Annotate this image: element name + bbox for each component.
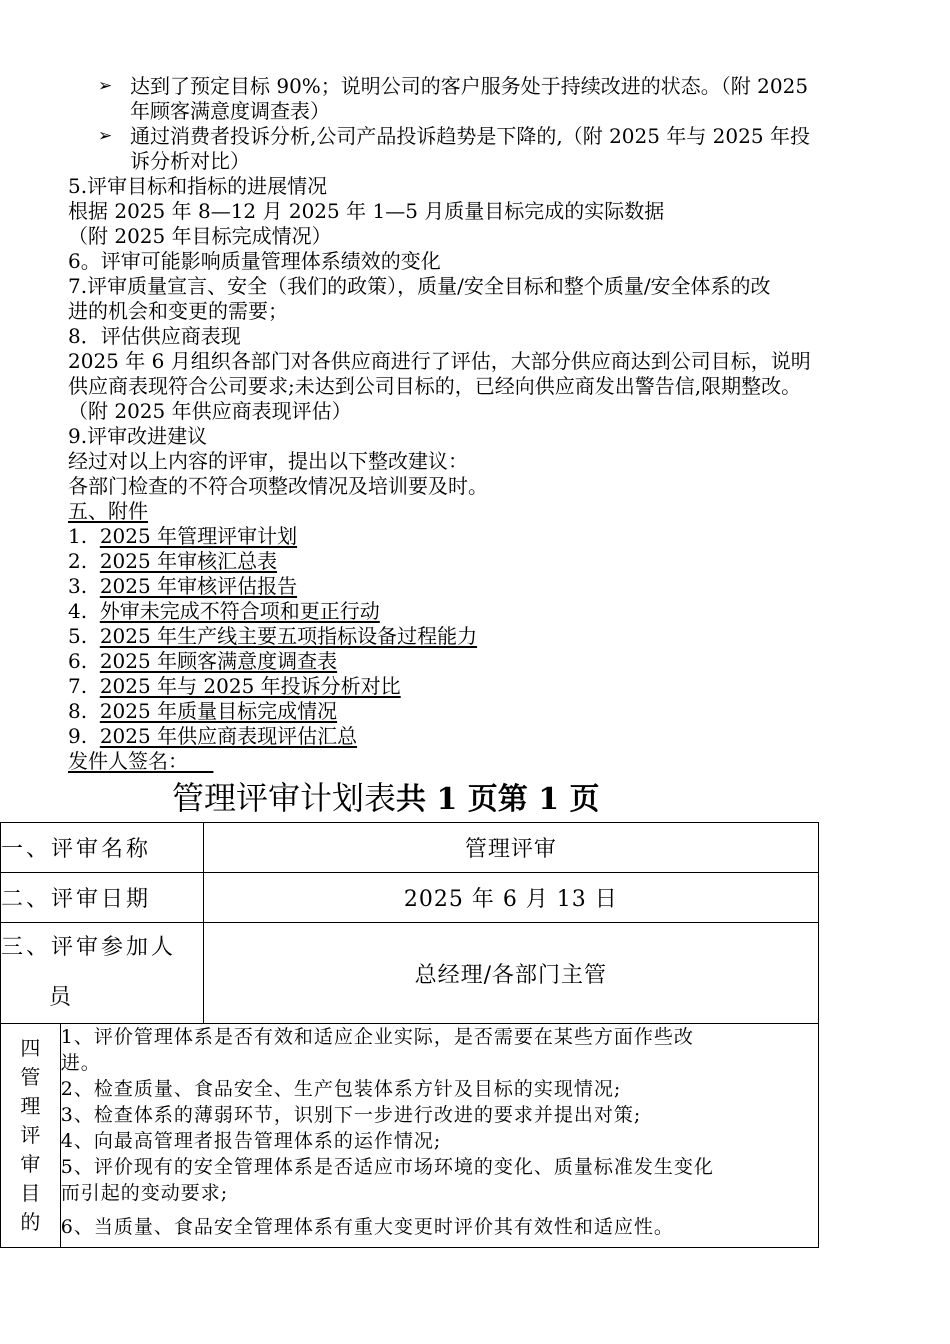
table-row (1, 823, 819, 873)
attachment-item (68, 599, 380, 623)
attachment-link[interactable]: 2025 年与 2025 年投诉分析对比 (99, 674, 401, 698)
bullet-1-line-1: 达到了预定目标 90%；说明公司的客户服务处于持续改进的状态。（附 2025 (130, 74, 809, 98)
bullet-2-line-1: 通过消费者投诉分析,公司产品投诉趋势是下降的,（附 2025 年与 2025 年投 (130, 124, 810, 148)
body-line: （附 2025 年目标完成情况） (68, 224, 332, 248)
attachment-item (68, 624, 477, 648)
attachment-item (68, 649, 337, 673)
attachment-number: 5. (68, 624, 88, 648)
body-line: （附 2025 年供应商表现评估） (68, 399, 352, 423)
attachment-number: 4. (68, 599, 88, 623)
attachment-number: 2. (68, 549, 88, 573)
purpose-label-char: 审 (20, 1152, 41, 1176)
attachment-item (68, 724, 357, 748)
purpose-line: 5、评价现有的安全管理体系是否适应市场环境的变化、质量标准发生变化 (60, 1156, 714, 1178)
purpose-label-char: 评 (20, 1123, 41, 1147)
attachment-link[interactable]: 2025 年生产线主要五项指标设备过程能力 (99, 624, 478, 648)
participants-label-line-1: 三、评审参加人 (1, 935, 177, 960)
table-row (1, 1024, 819, 1248)
section-9-heading: 9.评审改进建议 (68, 424, 208, 448)
attachment-item (68, 699, 337, 723)
review-date-label: 二、评审日期 (1, 873, 204, 923)
body-line: 进的机会和变更的需要； (68, 299, 288, 323)
body-line: 根据 2025 年 8—12 月 2025 年 1—5 月质量目标完成的实际数据 (68, 199, 665, 223)
arrow-bullet-icon: ➢ (98, 76, 113, 96)
purpose-label-char: 目 (20, 1181, 41, 1205)
attachments-heading: 五、附件 (68, 499, 148, 523)
bullet-1-line-2: 年顾客满意度调查表） (130, 99, 330, 123)
purpose-line: 1、评价管理体系是否有效和适应企业实际，是否需要在某些方面作些改 (60, 1026, 694, 1048)
attachment-number: 6. (68, 649, 88, 673)
signer-text: 发件人签名： (68, 749, 188, 773)
attachment-number: 1. (68, 524, 88, 548)
body-line: 各部门检查的不符合项整改情况及培训要及时。 (68, 474, 488, 498)
attachment-number: 8. (68, 699, 88, 723)
attachment-item (68, 574, 297, 598)
purpose-line: 6、当质量、食品安全管理体系有重大变更时评价其有效性和适应性。 (60, 1216, 674, 1238)
purpose-label-char: 管 (20, 1065, 41, 1089)
attachment-link[interactable]: 2025 年质量目标完成情况 (99, 699, 338, 723)
review-date-value: 2025 年 6 月 13 日 (203, 873, 818, 923)
participants-value: 总经理/各部门主管 (203, 923, 818, 1024)
attachment-link[interactable]: 2025 年顾客满意度调查表 (99, 649, 338, 673)
page-info: 共 1 页第 1 页 (396, 782, 600, 817)
purpose-content (60, 1024, 818, 1248)
plan-table (0, 822, 819, 1248)
section-6-heading: 6。评审可能影响质量管理体系绩效的变化 (68, 249, 441, 273)
purpose-label-char: 的 (20, 1210, 41, 1234)
attachment-link[interactable]: 2025 年管理评审计划 (99, 524, 298, 548)
plan-title (172, 778, 600, 820)
purpose-line: 3、检查体系的薄弱环节，识别下一步进行改进的要求并提出对策; (60, 1104, 642, 1126)
body-line: 供应商表现符合公司要求;未达到公司目标的，已经向供应商发出警告信,限期整改。 (68, 374, 802, 398)
attachment-link[interactable]: 2025 年审核汇总表 (99, 549, 278, 573)
attachment-item (68, 674, 401, 698)
attachment-number: 7. (68, 674, 88, 698)
purpose-label (1, 1024, 61, 1248)
purpose-line: 4、向最高管理者报告管理体系的运作情况; (60, 1130, 442, 1152)
bullet-2-line-2: 诉分析对比） (130, 149, 250, 173)
body-line: 2025 年 6 月组织各部门对各供应商进行了评估，大部分供应商达到公司目标，说明 (68, 349, 811, 373)
attachment-link[interactable]: 2025 年审核评估报告 (99, 574, 298, 598)
arrow-bullet-icon: ➢ (98, 126, 113, 146)
table-row (1, 873, 819, 923)
section-5-heading: 5.评审目标和指标的进展情况 (68, 174, 328, 198)
attachment-link[interactable]: 外审未完成不符合项和更正行动 (99, 599, 380, 623)
participants-label (1, 923, 204, 1024)
purpose-line: 而引起的变动要求; (60, 1182, 229, 1204)
body-line: 经过对以上内容的评审，提出以下整改建议： (68, 449, 468, 473)
attachment-link[interactable]: 2025 年供应商表现评估汇总 (99, 724, 358, 748)
review-name-value: 管理评审 (203, 823, 818, 873)
attachment-number: 3. (68, 574, 88, 598)
signer-label (68, 749, 213, 773)
attachment-number: 9. (68, 724, 88, 748)
review-name-label: 一、评审名称 (1, 823, 204, 873)
attachment-item (68, 524, 297, 548)
table-row (1, 923, 819, 1024)
purpose-line: 进。 (60, 1052, 101, 1074)
section-8-heading: 8．评估供应商表现 (68, 324, 241, 348)
purpose-label-char: 理 (20, 1094, 41, 1118)
section-7-heading: 7.评审质量宣言、安全（我们的政策），质量/安全目标和整个质量/安全体系的改 (68, 274, 771, 298)
plan-title-text: 管理评审计划表 (172, 779, 397, 817)
attachment-item (68, 549, 277, 573)
participants-label-line-2: 员 (49, 985, 75, 1010)
purpose-line: 2、检查质量、食品安全、生产包装体系方针及目标的实现情况; (60, 1078, 622, 1100)
purpose-label-char: 四 (20, 1036, 41, 1060)
